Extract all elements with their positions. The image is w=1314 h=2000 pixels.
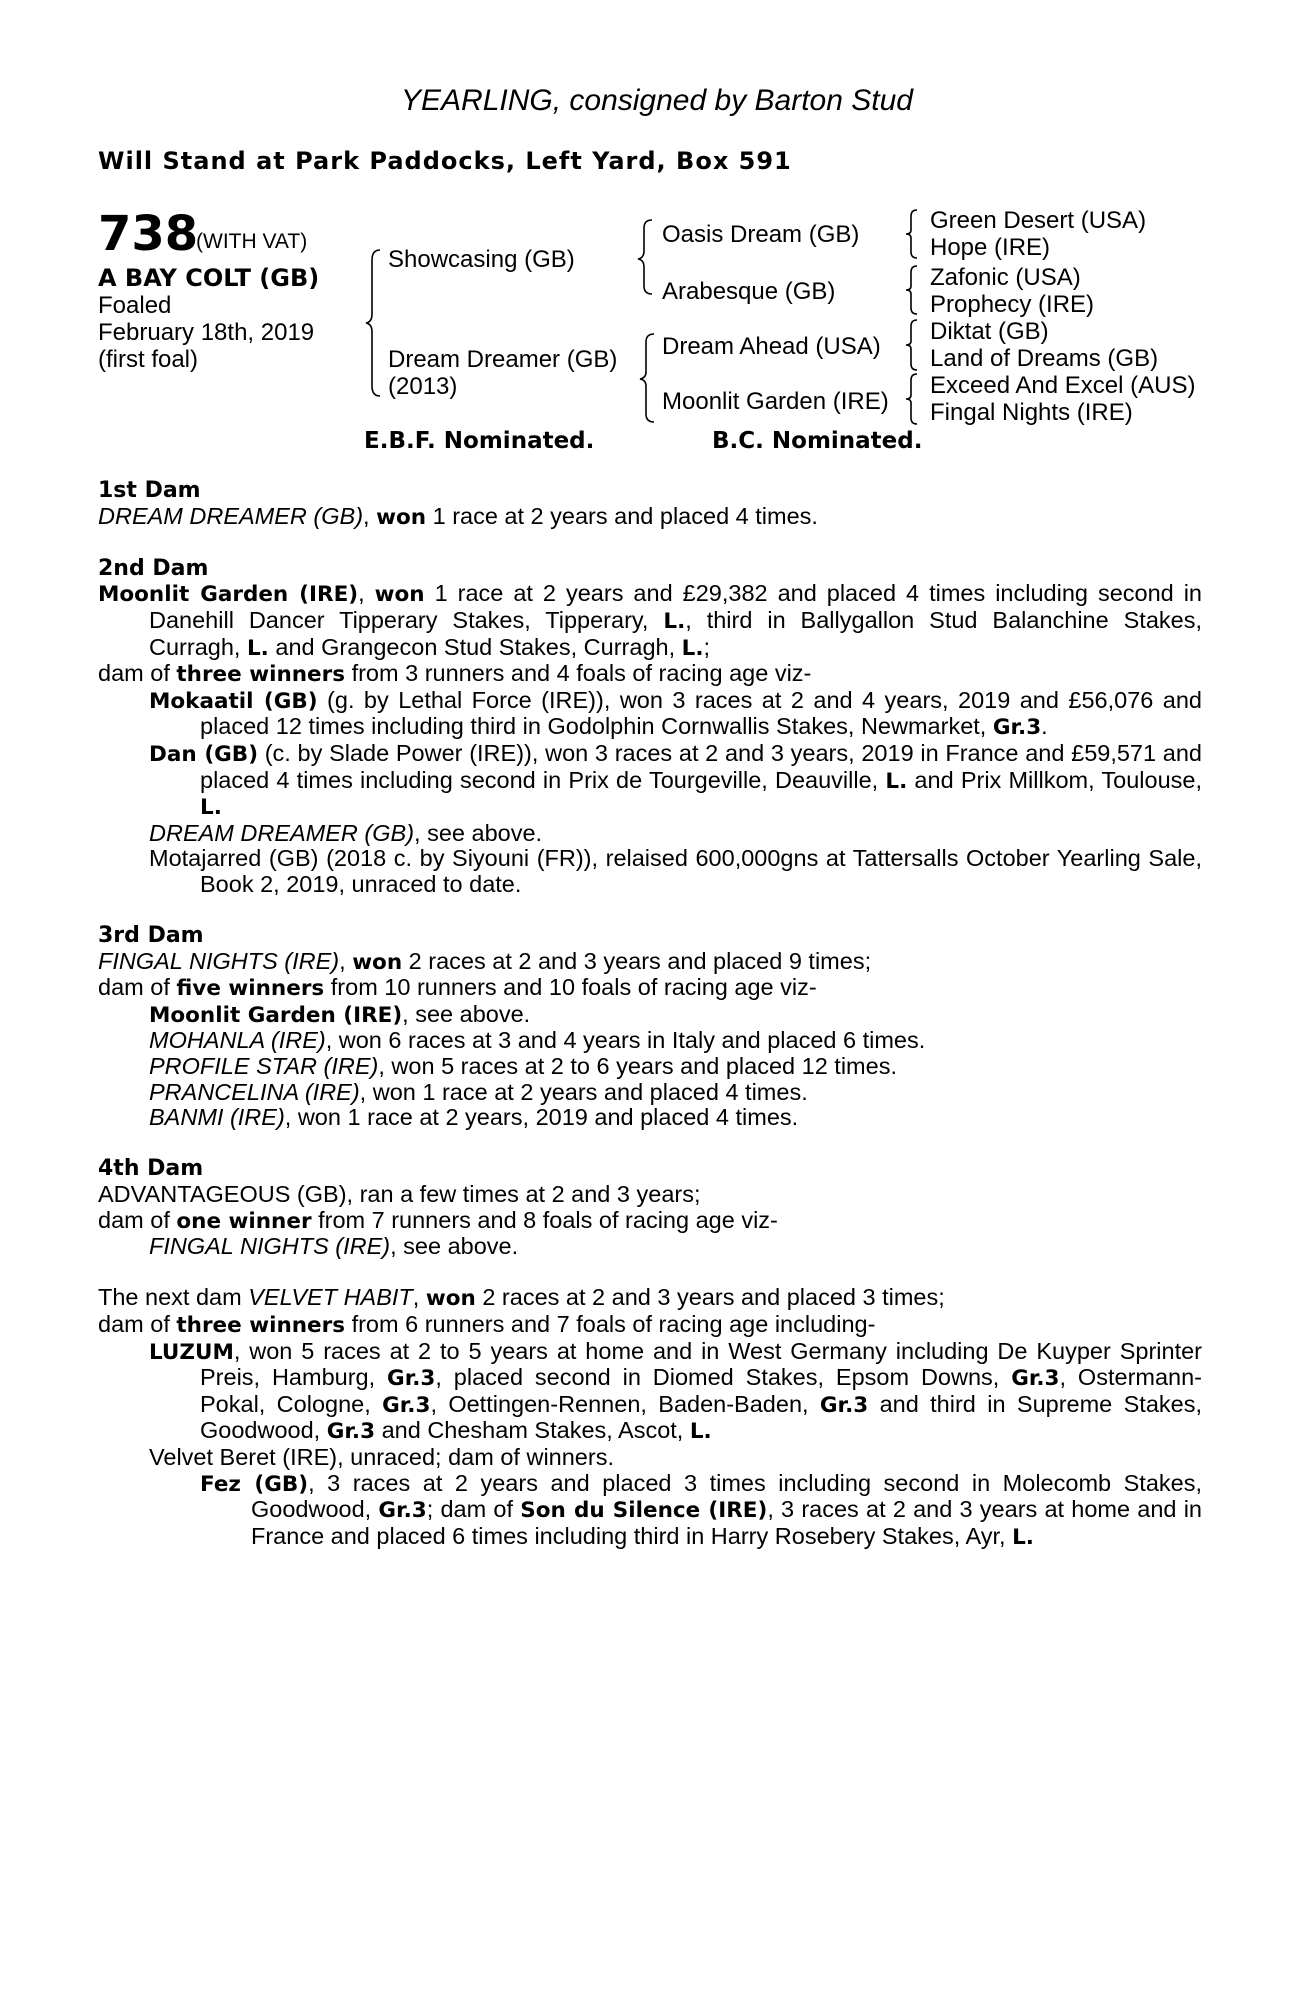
group-label: Gr.3 [326,1419,376,1445]
produce-text: (c. by Slade Power (IRE)), won 3 races at 2 and 3 years, 2019 in France and £59,571 and placed 4 times including second in Prix de Tourgeville, Deauville, [200,739,1202,793]
produce-text: , won 6 races at 3 and 4 years in Italy and placed 6 times. [325,1027,926,1054]
pedigree-dam: Dream Dreamer (GB) [388,346,618,373]
produce-text: , Oettingen-Rennen, Baden-Baden, [430,1390,820,1417]
first-dam-text: 1 race at 2 years and placed 4 times. [426,502,818,529]
lot-name: A BAY COLT (GB) [98,264,320,292]
separator: , [412,1284,426,1311]
second-dam-heading: 2nd Dam [98,555,209,581]
produce-entry [98,741,1202,821]
listed-label: L. [663,608,686,634]
listed-label: L. [681,635,704,661]
second-dam-text-1: 1 race at 2 years and £29,382 and placed 4 times including second in Danehill Dancer Tipperary Stakes, Tipperary, [149,580,1203,633]
listed-label: L. [885,768,908,794]
produce-name: MOHANLA (IRE) [149,1027,326,1054]
third-dam-paragraph: FINGAL NIGHTS (IRE), won 2 races at 2 and 3 years and placed 9 times; [98,947,872,975]
produce-text: and third in Supreme Stakes, Goodwood, [200,1390,1202,1444]
produce-entry [98,1054,1202,1080]
produce-entry [98,1445,1202,1471]
produce-text: , placed second in Diomed Stakes, Epsom Downs, [435,1364,1012,1391]
produce-text: (g. by Lethal Force (IRE)), won 3 races at 2 and 4 years, 2019 and £56,076 and placed 12 times including third in Godolphin Cornwallis Stakes, Newmarket, [200,686,1202,740]
pedigree-dam-sire: Dream Ahead (USA) [662,333,881,360]
group-label: Gr.3 [819,1392,869,1418]
second-dam-text-4: ; [703,633,711,660]
won-label: won [352,949,403,975]
group-label: Gr.3 [382,1392,431,1418]
produce-entry [98,1339,1202,1445]
catalogue-body [98,478,1202,1550]
pedigree-sire: Showcasing (GB) [388,246,575,273]
listed-label: L. [246,635,269,661]
pedigree-dam-dam: Moonlit Garden (IRE) [662,388,889,415]
foal-note: (first foal) [98,346,199,373]
page-title: YEARLING, consigned by Barton Stud [401,84,913,117]
damof-rest: from 3 runners and 4 foals of racing age viz- [345,660,812,687]
produce-entry [98,1105,1202,1131]
next-dam-intro: The next dam [98,1284,249,1311]
produce-name: DREAM DREAMER (GB) [149,819,415,846]
produce-text: Motajarred (GB) (2018 c. by Siyouni (FR)), relaised 600,000gns at Tattersalls October Yearling Sale, Book 2, 2019, unraced to date. [149,845,1202,897]
produce-name: PROFILE STAR (IRE) [149,1053,379,1080]
damof-label: dam of [98,974,177,1001]
pedigree-g6: Land of Dreams (GB) [930,345,1159,372]
produce-text: , Ostermann-Pokal, Cologne, [200,1364,1203,1417]
third-dam-produce-summary [98,975,1202,1002]
produce-text: , won 5 races at 2 to 5 years at home and in West Germany including De Kuyper Sprinter Preis, Hamburg, [200,1337,1202,1391]
third-dam-name: FINGAL NIGHTS (IRE) [98,947,340,974]
produce-entry [98,688,1202,741]
produce-name: Moonlit Garden (IRE) [149,1002,403,1028]
pedigree-bracket-g2 [905,264,921,316]
produce-name: LUZUM [149,1339,234,1365]
stand-location: Will Stand at Park Paddocks, Left Yard, Box 591 [98,147,792,175]
pedigree-g5: Diktat (GB) [930,318,1049,345]
listed-label: L. [1012,1524,1034,1550]
produce-text: , won 1 race at 2 years and placed 4 times. [359,1078,808,1105]
foaling-info [98,292,314,373]
produce-text: , see above. [402,1000,531,1027]
produce-text: Velvet Beret (IRE), unraced; dam of winners. [149,1443,614,1470]
produce-name: Son du Silence (IRE) [520,1498,768,1524]
first-dam-heading: 1st Dam [98,478,201,503]
pedigree-sire-sire: Oasis Dream (GB) [662,221,860,248]
first-dam-name: DREAM DREAMER (GB) [98,502,364,529]
pedigree-bracket-g1 [905,208,921,260]
produce-text: , see above. [414,819,543,846]
produce-text: , won 1 race at 2 years, 2019 and placed 4 times. [284,1104,799,1131]
pedigree-g1: Green Desert (USA) [930,207,1147,234]
pedigree-g4: Prophecy (IRE) [930,291,1095,318]
damof-rest: from 7 runners and 8 foals of racing age viz- [311,1206,778,1233]
produce-name: Fez (GB) [200,1471,309,1497]
fourth-dam-heading: 4th Dam [98,1156,204,1182]
pedigree-dam-year: (2013) [388,373,458,400]
pedigree-g3: Zafonic (USA) [930,264,1081,291]
third-dam-text: 2 races at 2 and 3 years and placed 9 times; [402,947,872,974]
fourth-dam-produce-summary [98,1208,1202,1235]
winner-count: one winner [176,1208,312,1234]
second-dam-paragraph: Moonlit Garden (IRE), won 1 race at 2 years and £29,382 and placed 4 times including second in Danehill Dancer Tipperary Stakes, Tipperary, L., third in Ballygallon Stud Balanchine Stakes, Curragh, L. and Grangecon Stud Stakes, Curragh, L.; [98,580,1203,661]
group-label: Gr.3 [1011,1366,1060,1392]
first-dam-paragraph: DREAM DREAMER (GB), won 1 race at 2 years and placed 4 times. [98,502,818,530]
produce-name: Dan (GB) [149,741,259,767]
produce-entry [98,1234,1202,1260]
produce-name: FINGAL NIGHTS (IRE) [149,1233,391,1260]
damof-label: dam of [98,660,177,687]
second-dam-text-2: , third in Ballygallon Stud Balanchine Stakes, Curragh, [149,606,1202,660]
listed-label: L. [689,1419,712,1445]
produce-entry [98,846,1202,897]
pedigree-sire-dam: Arabesque (GB) [662,278,836,305]
second-dam-name: Moonlit Garden (IRE) [98,582,359,608]
won-label: won [374,582,425,608]
produce-name: PRANCELINA (IRE) [149,1078,360,1105]
third-dam-heading: 3rd Dam [98,923,204,949]
produce-text: ; dam of [426,1496,521,1523]
group-label: Gr.3 [992,715,1042,741]
foaled-date: February 18th, 2019 [98,319,315,346]
winner-count: three winners [176,1313,346,1338]
pedigree-g2: Hope (IRE) [930,234,1051,261]
produce-entry [98,821,1202,847]
produce-name: BANMI (IRE) [149,1104,285,1131]
pedigree-bracket-dam [640,332,660,424]
ebf-nominated: E.B.F. Nominated. [364,428,595,454]
produce-text: and Prix Millkom, Toulouse, [907,766,1202,793]
second-dam-produce-summary [98,661,1202,688]
produce-text: , see above. [390,1233,519,1260]
second-dam-text-3: and Grangecon Stud Stakes, Curragh, [268,633,682,660]
damof-rest: from 6 runners and 7 foals of racing age including- [345,1311,876,1337]
pedigree-bracket-g3 [905,318,921,372]
bc-nominated: B.C. Nominated. [712,428,923,454]
fourth-dam-paragraph: ADVANTAGEOUS (GB), ran a few times at 2 and 3 years; [98,1181,701,1208]
pedigree-g7: Exceed And Excel (AUS) [930,372,1196,399]
next-dam-text: 2 races at 2 and 3 years and placed 3 times; [475,1284,945,1311]
produce-text: , 3 races at 2 years and placed 3 times including second in Molecomb Stakes, Goodwood, [251,1469,1202,1523]
won-label: won [425,1286,476,1312]
produce-text: , won 5 races at 2 to 6 years and placed 12 times. [378,1053,897,1080]
foaled-label: Foaled [98,292,172,319]
pedigree-g8: Fingal Nights (IRE) [930,399,1133,426]
produce-entry [98,1471,1202,1551]
pedigree-bracket-g4 [905,372,921,426]
pedigree-bracket-main [366,248,386,398]
produce-entry [98,1002,1202,1029]
lot-number: 738 [98,206,199,262]
group-label: Gr.3 [387,1366,436,1392]
damof-rest: from 10 runners and 10 foals of racing age viz- [324,974,817,1001]
damof-label: dam of [98,1311,177,1337]
next-dam-produce-summary [98,1312,1202,1339]
won-label: won [376,504,427,530]
produce-text: and Chesham Stakes, Ascot, [375,1417,690,1444]
pedigree-bracket-sire [638,218,658,298]
produce-end: . [1041,713,1048,740]
next-dam-paragraph [98,1285,1202,1312]
listed-label: L. [200,795,222,821]
damof-label: dam of [98,1206,177,1233]
produce-entry [98,1028,1202,1054]
produce-text: , 3 races at 2 and 3 years at home and in France and placed 6 times including third in Harry Rosebery Stakes, Ayr, [251,1496,1202,1549]
produce-entry [98,1080,1202,1106]
group-label: Gr.3 [378,1498,427,1524]
winner-count: five winners [176,976,325,1002]
vat-note: (WITH VAT) [196,230,308,253]
winner-count: three winners [176,662,346,688]
next-dam-name: VELVET HABIT [248,1284,413,1311]
produce-name: Mokaatil (GB) [149,688,318,714]
